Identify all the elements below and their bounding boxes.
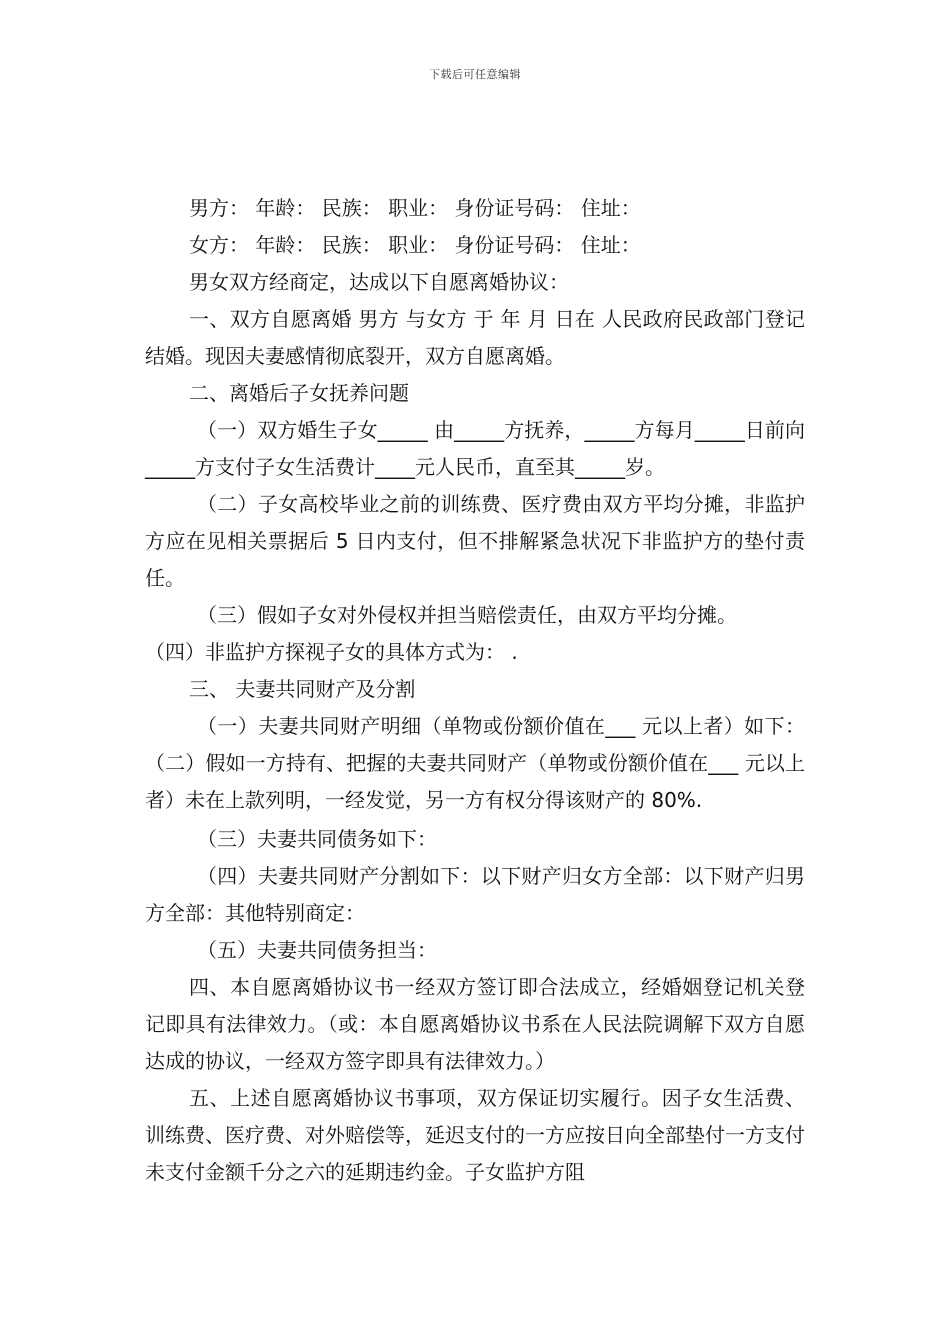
clause-2-item-4: （四）非监护方探视子女的具体方式为： . [145,640,518,664]
document-body [145,190,805,1191]
clause-2-item-2: （二）子女高校毕业之前的训练费、医疗费由双方平均分摊，非监护方应在见相关票据后 5 日内支付，但不排解紧急状况下非监护方的垫付责任。 [145,492,805,590]
clause-3-heading: 三、 夫妻共同财产及分割 [189,677,416,701]
clause-5: 五、上述自愿离婚协议书事项，双方保证切实履行。因子女生活费、训练费、医疗费、对外赔偿等，延迟支付的一方应按日向全部垫付一方支付未支付金额千分之六的延期违约金。子女监护方阻 [145,1086,805,1184]
clause-3-item-3: （三）夫妻共同债务如下： [197,827,437,851]
clause-2-heading: 二、离婚后子女抚养问题 [189,381,409,405]
clause-3-item-5: （五）夫妻共同债务担当： [197,938,437,962]
male-party-line: 男方： 年龄： 民族： 职业： 身份证号码： 住址： [189,196,641,220]
clause-2-item-1: （一）双方婚生子女_____ 由_____方抚养，_____方每月_____日前向_____方支付子女生活费计____元人民币，直至其_____岁。 [145,418,805,479]
clause-3-item-4: （四）夫妻共同财产分割如下：以下财产归女方全部：以下财产归男方全部：其他特别商定： [145,864,805,925]
clause-2-item-3: （三）假如子女对外侵权并担当赔偿责任，由双方平均分摊。 [197,603,737,627]
clause-3-item-1-2: （一）夫妻共同财产明细（单物或份额价值在___ 元以上者）如下：（二）假如一方持有、把握的夫妻共同财产（单物或份额价值在___ 元以上者）未在上款列明，一经发觉，另一方有权分得该财产的 80%. [145,714,805,812]
female-party-line: 女方： 年龄： 民族： 职业： 身份证号码： 住址： [189,233,641,257]
clause-1: 一、双方自愿离婚 男方 与女方 于 年 月 日在 人民政府民政部门登记结婚。现因夫妻感情彻底裂开，双方自愿离婚。 [145,307,805,368]
agreement-intro: 男女双方经商定，达成以下自愿离婚协议： [189,270,569,294]
clause-4: 四、本自愿离婚协议书一经双方签订即合法成立，经婚姻登记机关登记即具有法律效力。（或：本自愿离婚协议书系在人民法院调解下双方自愿达成的协议，一经双方签字即具有法律效力。） [145,975,805,1073]
header-note: 下载后可任意编辑 [429,68,521,81]
